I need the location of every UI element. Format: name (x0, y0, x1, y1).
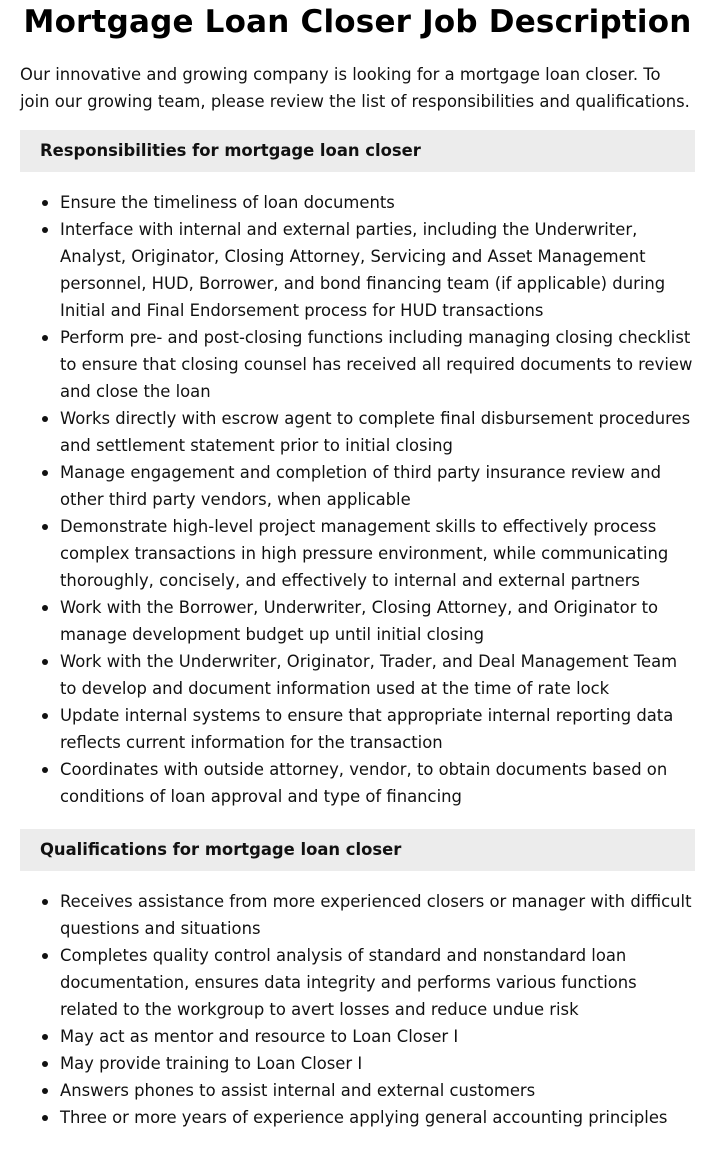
responsibilities-list (20, 189, 695, 810)
list-item: Work with the Borrower, Underwriter, Closing Attorney, and Originator to manage development budget up until initial closing (60, 594, 695, 648)
list-item: Interface with internal and external parties, including the Underwriter, Analyst, Originator, Closing Attorney, Servicing and Asset Management personnel, HUD, Borrower, and bond financing team (if applicable) during Initial and Final Endorsement process for HUD transactions (60, 216, 695, 324)
list-item: May act as mentor and resource to Loan Closer I (60, 1023, 695, 1050)
qualifications-heading: Qualifications for mortgage loan closer (20, 829, 695, 871)
list-item: Answers phones to assist internal and external customers (60, 1077, 695, 1104)
qualifications-list (20, 888, 695, 1131)
list-item: Update internal systems to ensure that appropriate internal reporting data reflects current information for the transaction (60, 702, 695, 756)
list-item: Coordinates with outside attorney, vendor, to obtain documents based on conditions of loan approval and type of financing (60, 756, 695, 810)
list-item: May provide training to Loan Closer I (60, 1050, 695, 1077)
list-item: Receives assistance from more experienced closers or manager with difficult questions and situations (60, 888, 695, 942)
list-item: Demonstrate high-level project management skills to effectively process complex transactions in high pressure environment, while communicating thoroughly, concisely, and effectively to internal and external partners (60, 513, 695, 594)
list-item: Work with the Underwriter, Originator, Trader, and Deal Management Team to develop and document information used at the time of rate lock (60, 648, 695, 702)
list-item: Ensure the timeliness of loan documents (60, 189, 695, 216)
page-title: Mortgage Loan Closer Job Description (23, 4, 692, 40)
list-item: Perform pre- and post-closing functions including managing closing checklist to ensure that closing counsel has received all required documents to review and close the loan (60, 324, 695, 405)
intro-paragraph: Our innovative and growing company is looking for a mortgage loan closer. To join our growing team, please review the list of responsibilities and qualifications. (20, 65, 690, 111)
responsibilities-heading: Responsibilities for mortgage loan closer (20, 130, 695, 172)
job-description-page (20, 0, 695, 1131)
list-item: Manage engagement and completion of third party insurance review and other third party vendors, when applicable (60, 459, 695, 513)
list-item: Completes quality control analysis of standard and nonstandard loan documentation, ensures data integrity and performs various functions related to the workgroup to avert losses and reduce undue risk (60, 942, 695, 1023)
list-item: Works directly with escrow agent to complete final disbursement procedures and settlement statement prior to initial closing (60, 405, 695, 459)
list-item: Three or more years of experience applying general accounting principles (60, 1104, 695, 1131)
